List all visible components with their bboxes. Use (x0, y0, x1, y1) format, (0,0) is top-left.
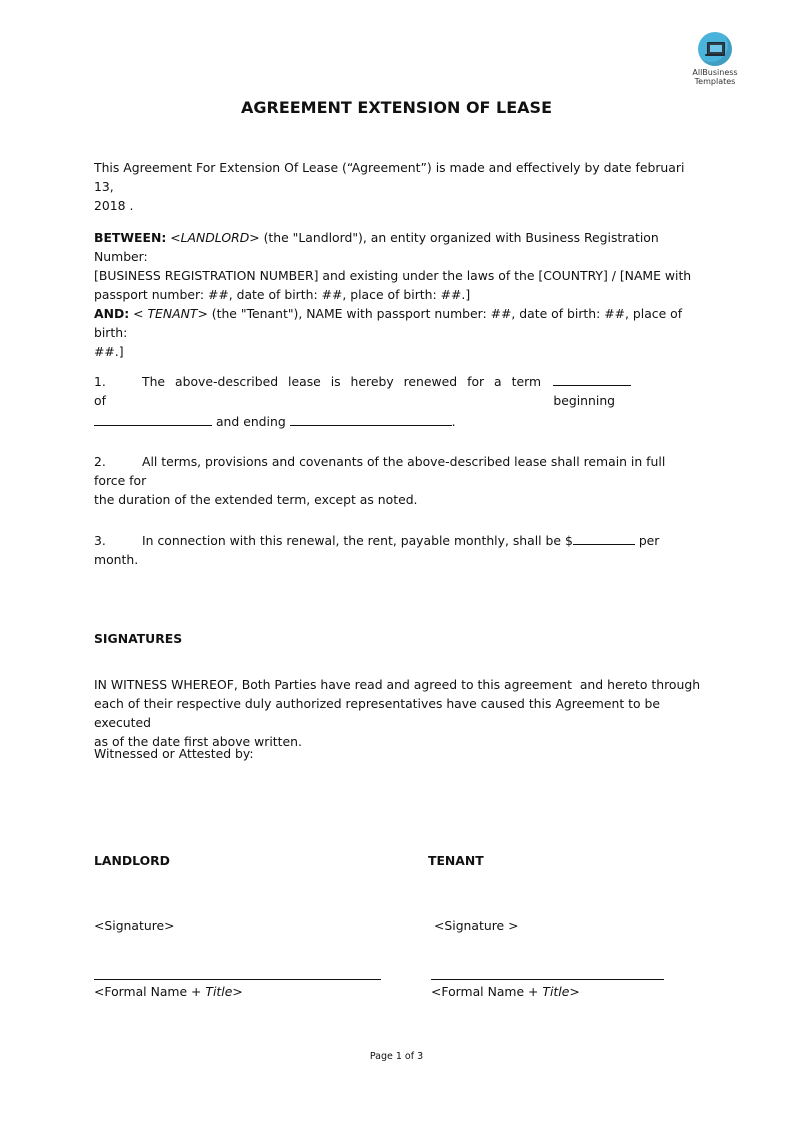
clause-2-number: 2. (94, 454, 106, 469)
clause-1-line-1 (94, 372, 700, 410)
logo-line-2: Templates (694, 77, 736, 86)
beginning-date-blank[interactable] (94, 413, 212, 426)
tenant-name-prefix: <Formal Name + (431, 984, 543, 999)
witness-paragraph (94, 675, 700, 751)
ending-label: and ending (215, 414, 286, 429)
between-line-3: passport number: ##, date of birth: ##, place of birth: ##.] (94, 287, 471, 302)
intro-line-1: This Agreement For Extension Of Lease (“Agreement”) is made and effectively by date februari 13, (94, 160, 685, 194)
logo-text (682, 68, 748, 86)
and-line-1 (94, 304, 700, 342)
between-paragraph (94, 228, 700, 304)
intro-line-2: 2018 . (94, 198, 134, 213)
clause-3 (94, 531, 700, 569)
landlord-name-prefix: <Formal Name + (94, 984, 206, 999)
clause-1-line-2 (94, 412, 700, 431)
and-line-1-rest: (the "Tenant"), NAME with passport number: ##, date of birth: ##, place of birth: (94, 306, 683, 340)
tenant-label: TENANT (428, 853, 484, 868)
landlord-name-suffix: > (232, 984, 243, 999)
and-label: AND: (94, 306, 130, 321)
landlord-label: LANDLORD (94, 853, 170, 868)
page-number: Page 1 of 3 (369, 1051, 424, 1062)
tenant-signature-line[interactable] (431, 979, 664, 980)
clause-1-period: . (451, 414, 456, 429)
between-line-1 (94, 228, 700, 266)
landlord-signature-placeholder: <Signature> (94, 918, 175, 933)
clause-2-line-1 (94, 452, 700, 490)
clause-1 (94, 372, 700, 431)
attested-label: Witnessed or Attested by: (94, 746, 254, 761)
clause-1-number: 1. (94, 374, 106, 389)
landlord-name-title: Title (205, 984, 233, 999)
witness-line-1: IN WITNESS WHEREOF, Both Parties have read and agreed to this agreement and hereto through (94, 677, 701, 692)
clause-2-line-2: the duration of the extended term, except as noted. (94, 492, 418, 507)
allbusiness-logo (682, 32, 748, 86)
and-line-2: ##.] (94, 344, 124, 359)
clause-2-text: All terms, provisions and covenants of the above-described lease shall remain in full force for (94, 454, 666, 488)
tenant-formal-name (431, 982, 580, 1001)
landlord-signature-line[interactable] (94, 979, 381, 980)
beginning-label: beginning (553, 393, 616, 408)
signatures-heading: SIGNATURES (94, 631, 183, 646)
clause-3-text: In connection with this renewal, the rent, payable monthly, shall be $ (142, 533, 573, 548)
between-line-2: [BUSINESS REGISTRATION NUMBER] and existing under the laws of the [COUNTRY] / [NAME with (94, 268, 692, 283)
between-line-1-rest: (the "Landlord"), an entity organized with Business Registration Number: (94, 230, 659, 264)
tenant-name-title: Title (542, 984, 570, 999)
clause-3-suffix: per month. (94, 533, 660, 567)
term-blank[interactable] (553, 373, 631, 386)
landlord-formal-name (94, 982, 243, 1001)
landlord-placeholder: <LANDLORD> (170, 230, 260, 245)
tenant-placeholder: < TENANT> (129, 306, 208, 321)
clause-3-line-1 (94, 531, 700, 569)
tenant-name-suffix: > (569, 984, 580, 999)
witness-line-2: each of their respective duly authorized representatives have caused this Agreement to be executed (94, 696, 660, 730)
tenant-signature-placeholder: <Signature > (434, 918, 519, 933)
between-label: BETWEEN: (94, 230, 167, 245)
laptop-icon (698, 32, 732, 66)
clause-1-text: The above-described lease is hereby renewed for a term of (94, 374, 542, 408)
clause-2 (94, 452, 700, 509)
logo-line-1: AllBusiness (692, 68, 738, 77)
rent-amount-blank[interactable] (573, 532, 635, 545)
witness-line-3: as of the date first above written. (94, 734, 302, 749)
intro-paragraph (94, 158, 700, 215)
document-title: AGREEMENT EXTENSION OF LEASE (240, 98, 553, 117)
and-paragraph (94, 304, 700, 361)
ending-date-blank[interactable] (290, 413, 452, 426)
clause-3-number: 3. (94, 533, 106, 548)
